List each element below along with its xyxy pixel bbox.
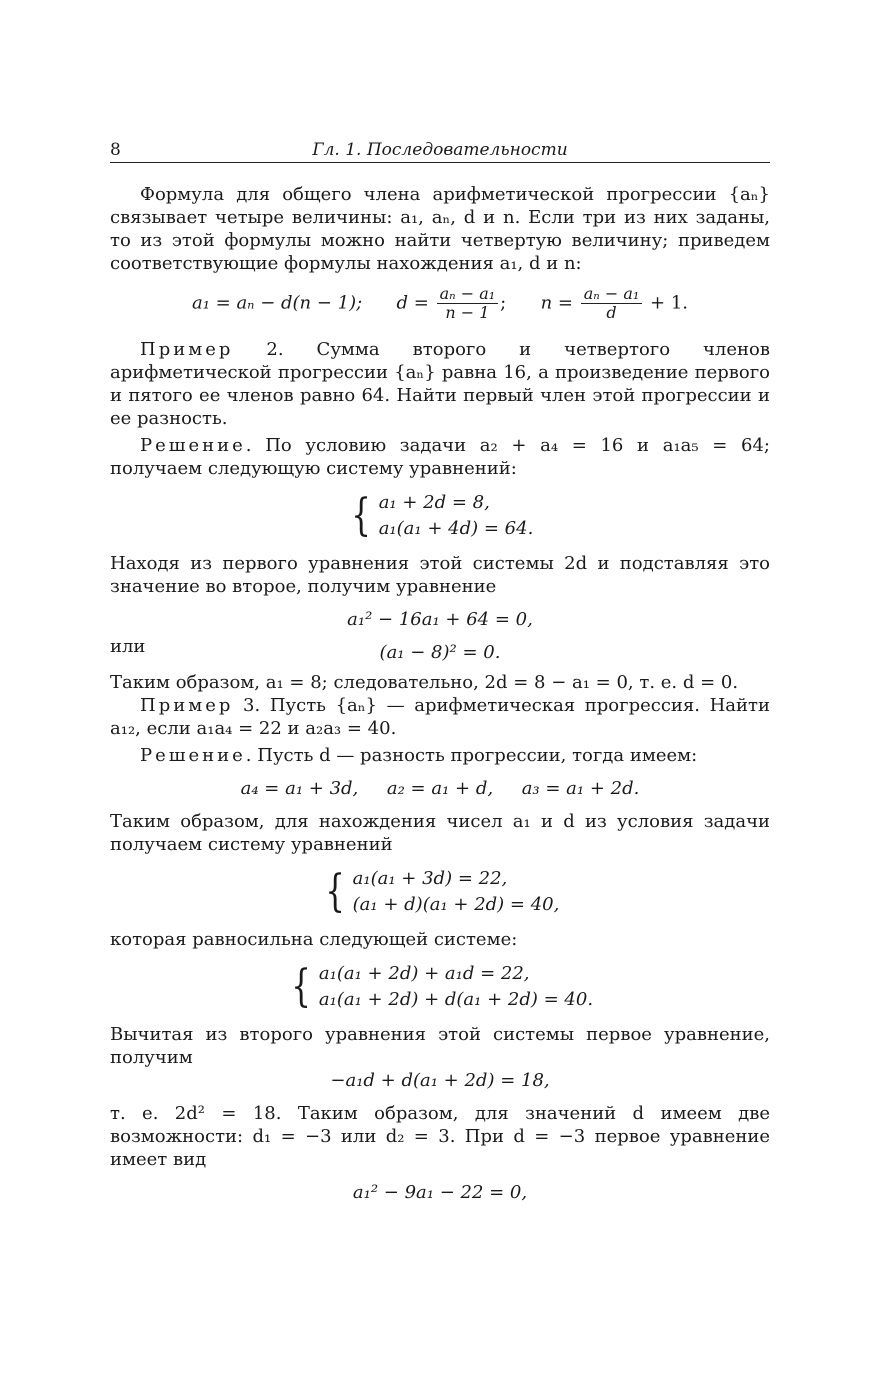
paragraph-2: Находя из первого уравнения этой системы 2d и подставляя это значение во второе, получим уравнение — [110, 553, 770, 597]
solution-3-label: Решение — [140, 745, 246, 766]
solution-2-label: Решение — [140, 435, 246, 456]
fraction-d-denominator: n − 1 — [445, 303, 490, 322]
page-number: 8 — [110, 140, 121, 160]
paragraph-6: Вычитая из второго уравнения этой системы первое уравнение, получим — [110, 1024, 770, 1068]
system-2-line-1: a₁(a₁ + 3d) = 22, — [352, 868, 508, 889]
fraction-n — [581, 285, 643, 322]
eq-d-lhs: d = — [396, 292, 429, 314]
example-2-label: Пример — [140, 339, 234, 360]
eq-n-tail: + 1. — [650, 292, 689, 314]
example-3-text: 3. Пусть {aₙ} — арифметическая прогрессия. Найти a₁₂, если a₁a₄ = 22 и a₂a₃ = 40. — [110, 695, 770, 739]
fraction-n-numerator: aₙ − a₁ — [581, 285, 643, 304]
eq-a1: a₁ = aₙ − d(n − 1); — [191, 292, 363, 314]
system-3-line-1: a₁(a₁ + 2d) + a₁d = 22, — [318, 963, 530, 984]
paragraph-4: Таким образом, для нахождения чисел a₁ и d из условия задачи получаем систему уравнений — [110, 811, 770, 855]
running-head: Гл. 1. Последовательности — [312, 140, 568, 160]
equation-formulas — [110, 285, 770, 322]
fraction-d-numerator: aₙ − a₁ — [437, 285, 499, 304]
eq-n-lhs: n = — [540, 292, 573, 314]
system-2 — [110, 866, 770, 918]
paragraph-intro: Формула для общего члена арифметической прогрессии {aₙ} связывает четыре величины: a₁, aₙ, d и n. Если три из них заданы, то из этой формулы можно найти четвертую величину; приведем соответствующие формулы нахождения a₁, d и n: — [110, 184, 770, 274]
solution-3-text: . Пусть d — разность прогрессии, тогда имеем: — [245, 745, 698, 766]
page-header — [110, 140, 770, 163]
page-content — [110, 183, 770, 1204]
example-3-label: Пример — [140, 695, 234, 716]
example-2 — [110, 338, 770, 430]
paragraph-5: которая равносильна следующей системе: — [110, 929, 518, 950]
equation-5: −a₁d + d(a₁ + 2d) = 18, — [330, 1070, 550, 1091]
system-3 — [110, 961, 770, 1013]
paragraph-7: т. е. 2d² = 18. Таким образом, для значений d имеем две возможности: d₁ = −3 или d₂ = 3. При d = −3 первое уравнение имеет вид — [110, 1103, 770, 1170]
brace-icon: { — [324, 866, 345, 917]
paragraph-3: Таким образом, a₁ = 8; следовательно, 2d = 8 − a₁ = 0, т. е. d = 0. — [110, 672, 739, 693]
solution-2 — [110, 434, 770, 480]
system-1-line-1: a₁ + 2d = 8, — [378, 492, 490, 513]
equation-6: a₁² − 9a₁ − 22 = 0, — [352, 1182, 528, 1203]
eq-d-tail: ; — [500, 292, 507, 314]
example-3 — [110, 694, 770, 740]
solution-2-text: . По условию задачи a₂ + a₄ = 16 и a₁a₅ = 64; получаем следующую систему уравнений: — [110, 435, 770, 479]
equation-3: (a₁ − 8)² = 0. — [379, 642, 501, 663]
brace-icon: { — [350, 490, 371, 541]
system-1 — [110, 490, 770, 542]
fraction-d — [437, 285, 499, 322]
system-2-line-2: (a₁ + d)(a₁ + 2d) = 40, — [352, 894, 560, 915]
word-ili: или — [110, 636, 146, 657]
example-2-text: 2. Сумма второго и четвертого членов арифметической прогрессии {aₙ} равна 16, а произведение первого и пятого ее членов равно 64. Найти первый член этой прогрессии и ее разность. — [110, 339, 770, 429]
system-1-line-2: a₁(a₁ + 4d) = 64. — [378, 518, 534, 539]
brace-icon: { — [291, 961, 311, 1012]
solution-3 — [110, 744, 770, 767]
equation-4: a₄ = a₁ + 3d, a₂ = a₁ + d, a₃ = a₁ + 2d. — [240, 778, 640, 799]
system-3-line-2: a₁(a₁ + 2d) + d(a₁ + 2d) = 40. — [318, 989, 594, 1010]
fraction-n-denominator: d — [606, 303, 617, 322]
equation-2: a₁² − 16a₁ + 64 = 0, — [347, 609, 533, 630]
